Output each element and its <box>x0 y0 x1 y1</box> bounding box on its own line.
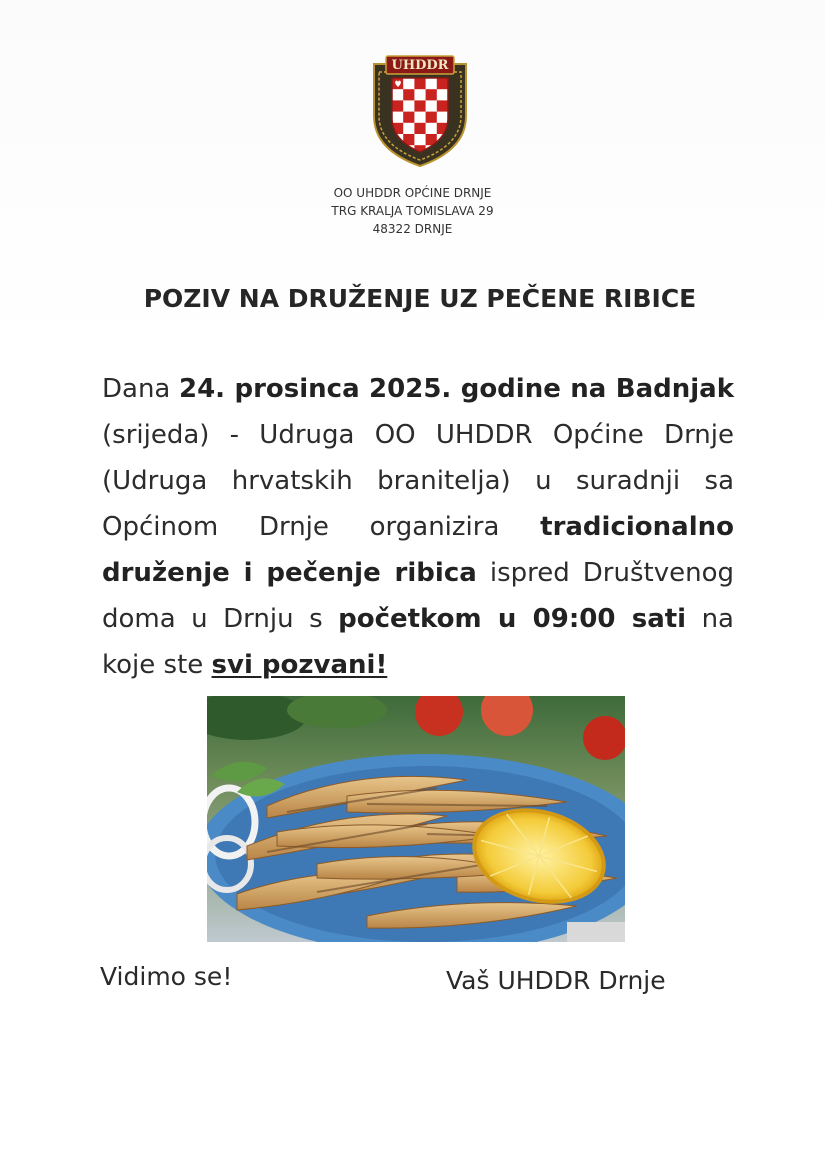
body-text-3: ispred Društvenog doma u Drnju s <box>102 558 734 634</box>
address-line-postal: 48322 DRNJE <box>372 222 453 236</box>
address-line-organization: OO UHDDR OPĆINE DRNJE <box>333 186 492 200</box>
fried-fish-plate-photo <box>207 696 625 942</box>
address-line-street: TRG KRALJA TOMISLAVA 29 <box>331 204 494 218</box>
body-text-2: (srijeda) - Udruga OO UHDDR Općine Drnje (Udruga hrvatskih branitelja) u suradnji sa Općinom Drnje organizira <box>102 420 734 542</box>
invitation-title: POZIV NA DRUŽENJE UZ PEČENE RIBICE <box>143 284 697 313</box>
body-text-4: na koje ste <box>102 604 734 680</box>
signature-organization: Vaš UHDDR Drnje <box>446 966 666 995</box>
body-time-bold: početkom u 09:00 sati <box>338 604 687 634</box>
invitation-body <box>102 366 734 688</box>
body-event-bold: tradicionalno druženje i pečenje ribica <box>102 512 734 588</box>
closing-greeting: Vidimo se! <box>100 962 233 991</box>
body-text-1: Dana <box>102 374 179 404</box>
organization-address <box>0 184 825 238</box>
body-invited-bold-underlined: svi pozvani! <box>211 650 388 680</box>
logo-banner-text: UHDDR <box>391 58 449 73</box>
body-date-bold: 24. prosinca 2025. godine na Badnjak <box>179 374 734 404</box>
